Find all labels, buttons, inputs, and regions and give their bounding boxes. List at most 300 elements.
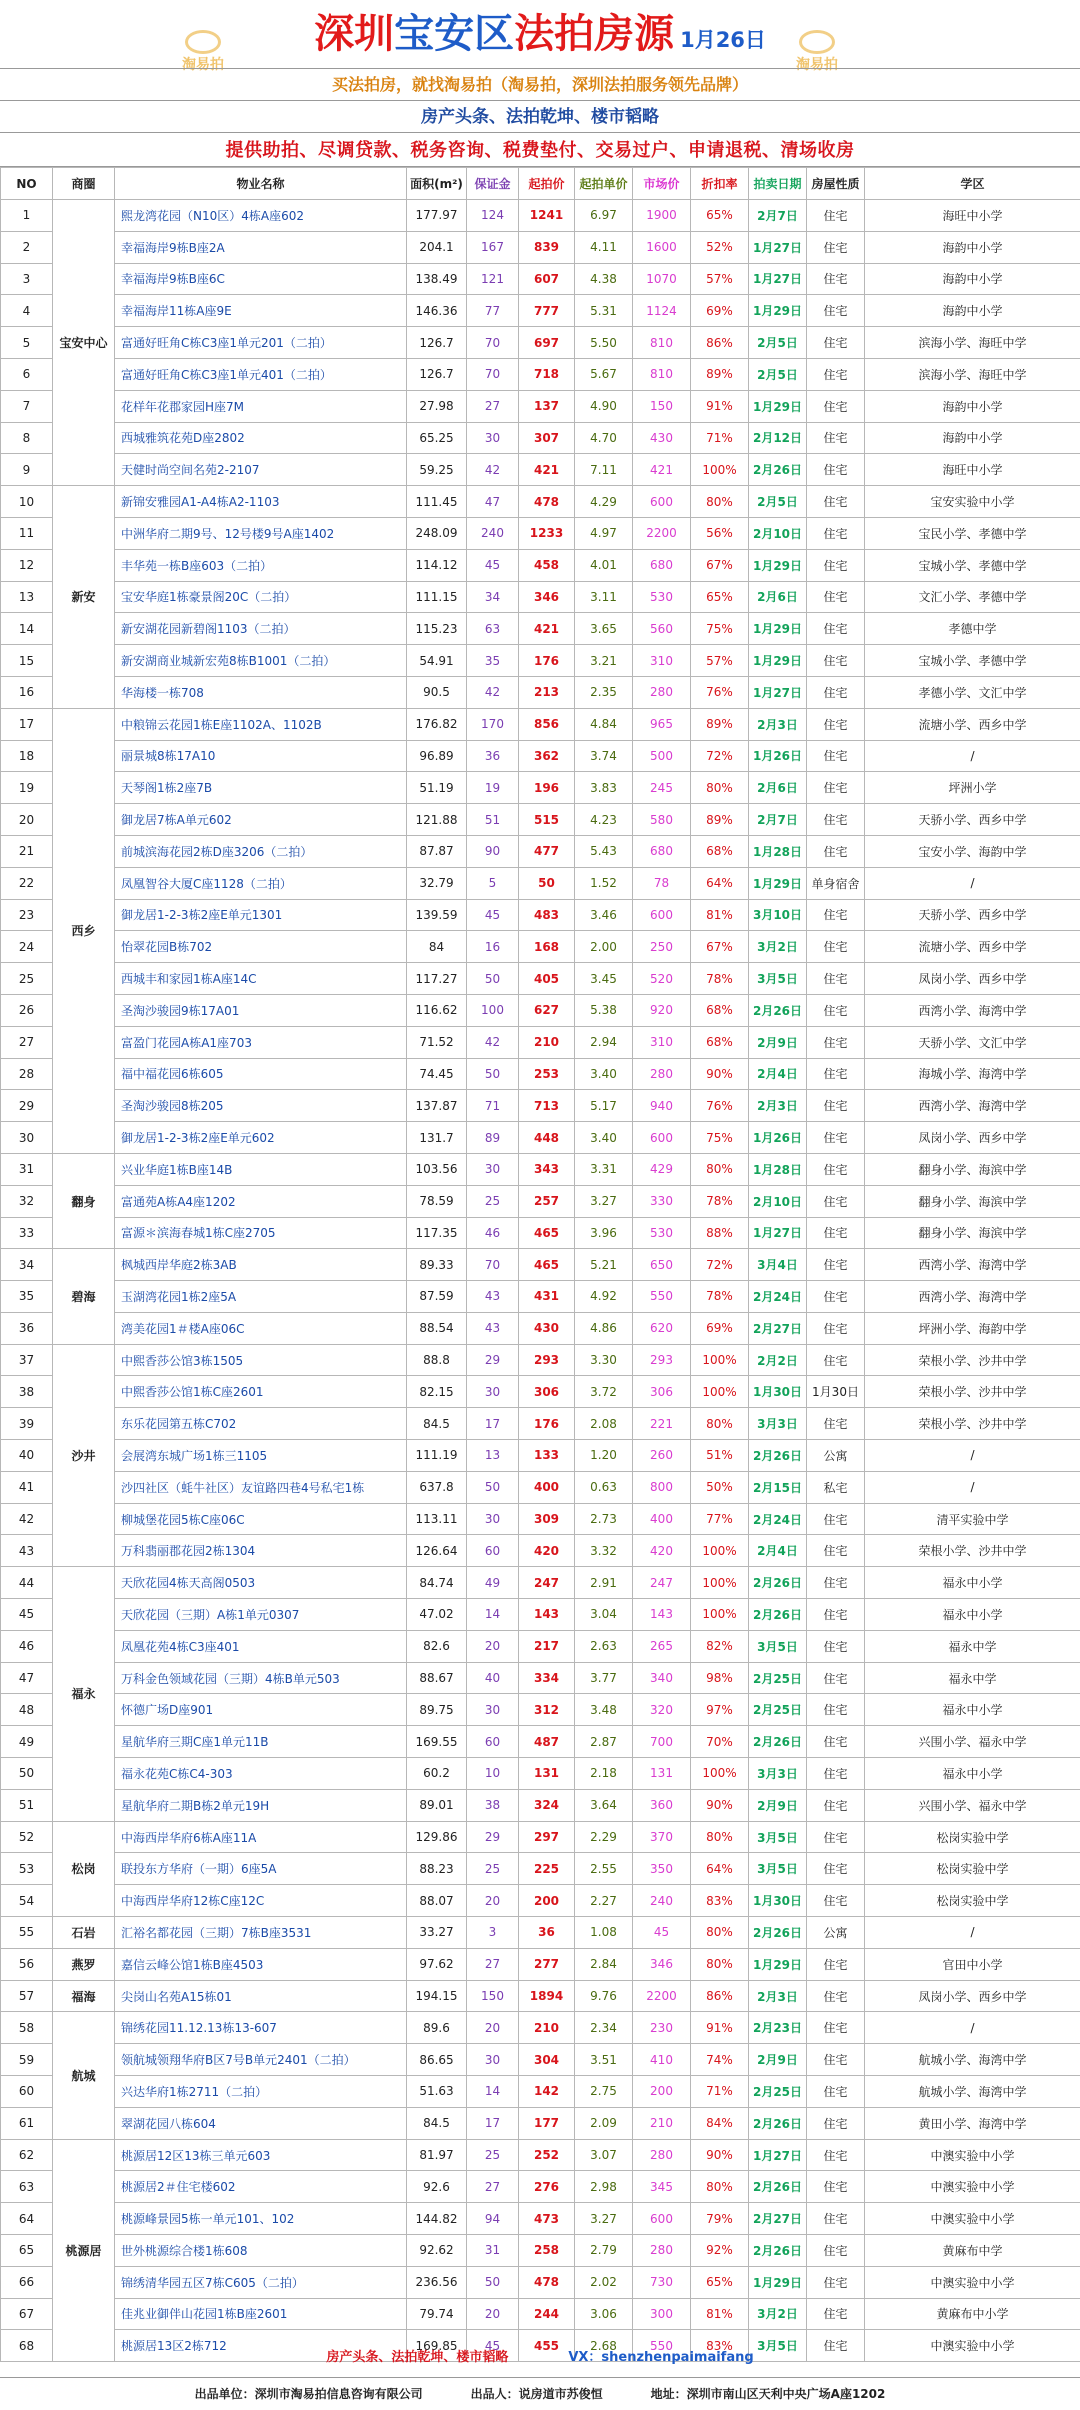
report-header <box>0 0 1080 167</box>
table-row <box>1 867 1080 899</box>
area-value: 92.62 <box>407 2235 467 2267</box>
table-row <box>1 2107 1080 2139</box>
school-district-value: 松岗实验中学 <box>865 1853 1080 1885</box>
deposit-value: 50 <box>467 963 519 995</box>
market-price-value: 306 <box>633 1376 691 1408</box>
unit-price-value: 3.48 <box>575 1694 633 1726</box>
unit-price-value: 5.38 <box>575 994 633 1026</box>
auction-date-value: 1月26日 <box>749 740 807 772</box>
row-number: 13 <box>1 581 53 613</box>
school-district-value: 海韵中小学 <box>865 263 1080 295</box>
deposit-value: 42 <box>467 454 519 486</box>
table-row <box>1 1408 1080 1440</box>
area-value: 90.5 <box>407 676 467 708</box>
house-type-value: 住宅 <box>807 1185 865 1217</box>
area-value: 169.55 <box>407 1726 467 1758</box>
deposit-value: 34 <box>467 581 519 613</box>
house-type-value: 公寓 <box>807 1440 865 1472</box>
property-name: 幸福海岸9栋B座6C <box>115 263 407 295</box>
unit-price-value: 2.63 <box>575 1630 633 1662</box>
property-name: 福永花苑C栋C4-303 <box>115 1758 407 1790</box>
market-price-value: 600 <box>633 899 691 931</box>
start-price-value: 477 <box>519 835 575 867</box>
property-name: 桃源居2＃住宅楼602 <box>115 2171 407 2203</box>
market-price-value: 560 <box>633 613 691 645</box>
discount-value: 57% <box>691 263 749 295</box>
house-type-value: 住宅 <box>807 1662 865 1694</box>
district-cell: 燕罗 <box>53 1948 115 1980</box>
row-number: 48 <box>1 1694 53 1726</box>
start-price-value: 306 <box>519 1376 575 1408</box>
property-name: 富通好旺角C栋C3座1单元401（二拍） <box>115 358 407 390</box>
market-price-value: 265 <box>633 1630 691 1662</box>
school-district-value: 中澳实验中小学 <box>865 2330 1080 2362</box>
property-name: 中海西岸华府6栋A座11A <box>115 1821 407 1853</box>
discount-value: 72% <box>691 740 749 772</box>
area-value: 126.7 <box>407 358 467 390</box>
footer-wechat: VX：shenzhenpaimaifang <box>568 2350 754 2365</box>
auction-date-value: 1月27日 <box>749 676 807 708</box>
property-name: 圣淘沙骏园8栋205 <box>115 1090 407 1122</box>
start-price-value: 465 <box>519 1249 575 1281</box>
auction-date-value: 2月26日 <box>749 1726 807 1758</box>
school-district-value: 福永中小学 <box>865 1758 1080 1790</box>
start-price-value: 304 <box>519 2044 575 2076</box>
deposit-value: 31 <box>467 2235 519 2267</box>
school-district-value: 松岗实验中学 <box>865 1821 1080 1853</box>
start-price-value: 177 <box>519 2107 575 2139</box>
discount-value: 92% <box>691 2235 749 2267</box>
area-value: 65.25 <box>407 422 467 454</box>
table-row <box>1 931 1080 963</box>
unit-price-value: 3.46 <box>575 899 633 931</box>
area-value: 194.15 <box>407 1980 467 2012</box>
area-value: 87.59 <box>407 1281 467 1313</box>
deposit-value: 50 <box>467 2266 519 2298</box>
table-row <box>1 1281 1080 1313</box>
start-price-value: 839 <box>519 231 575 263</box>
row-number: 45 <box>1 1599 53 1631</box>
property-name: 天健时尚空间名苑2-2107 <box>115 454 407 486</box>
start-price-value: 312 <box>519 1694 575 1726</box>
area-value: 176.82 <box>407 708 467 740</box>
row-number: 15 <box>1 645 53 677</box>
area-value: 81.97 <box>407 2139 467 2171</box>
market-price-value: 245 <box>633 772 691 804</box>
auction-date-value: 3月5日 <box>749 1630 807 1662</box>
discount-value: 90% <box>691 2139 749 2171</box>
market-price-value: 310 <box>633 1026 691 1058</box>
house-type-value: 住宅 <box>807 358 865 390</box>
row-number: 58 <box>1 2012 53 2044</box>
property-name: 中海西岸华府12栋C座12C <box>115 1885 407 1917</box>
area-value: 111.19 <box>407 1440 467 1472</box>
brand-logo-left: 淘易拍 <box>168 30 238 70</box>
discount-value: 68% <box>691 1026 749 1058</box>
row-number: 26 <box>1 994 53 1026</box>
table-row <box>1 486 1080 518</box>
discount-value: 83% <box>691 2330 749 2362</box>
discount-value: 82% <box>691 1630 749 1662</box>
title-city: 深圳 <box>314 11 395 57</box>
market-price-value: 1070 <box>633 263 691 295</box>
auction-date-value: 1月29日 <box>749 549 807 581</box>
table-row <box>1 581 1080 613</box>
area-value: 84.5 <box>407 2107 467 2139</box>
area-value: 79.74 <box>407 2298 467 2330</box>
unit-price-value: 4.29 <box>575 486 633 518</box>
discount-value: 97% <box>691 1694 749 1726</box>
unit-price-value: 4.86 <box>575 1312 633 1344</box>
house-type-value: 住宅 <box>807 295 865 327</box>
start-price-value: 515 <box>519 804 575 836</box>
auction-date-value: 1月29日 <box>749 1948 807 1980</box>
market-price-value: 550 <box>633 2330 691 2362</box>
property-name: 会展湾东城广场1栋三1105 <box>115 1440 407 1472</box>
auction-date-value: 2月3日 <box>749 1090 807 1122</box>
area-value: 144.82 <box>407 2203 467 2235</box>
school-district-value: 海韵中小学 <box>865 231 1080 263</box>
area-value: 139.59 <box>407 899 467 931</box>
discount-value: 80% <box>691 1153 749 1185</box>
school-district-value: 福永中学 <box>865 1662 1080 1694</box>
market-price-value: 429 <box>633 1153 691 1185</box>
market-price-value: 2200 <box>633 1980 691 2012</box>
deposit-value: 77 <box>467 295 519 327</box>
start-price-value: 487 <box>519 1726 575 1758</box>
col-district: 商圈 <box>53 168 115 200</box>
house-type-value: 住宅 <box>807 835 865 867</box>
row-number: 60 <box>1 2076 53 2108</box>
unit-price-value: 2.73 <box>575 1503 633 1535</box>
discount-value: 69% <box>691 295 749 327</box>
school-district-value: 荣根小学、沙井中学 <box>865 1344 1080 1376</box>
auction-date-value: 2月27日 <box>749 1312 807 1344</box>
discount-value: 72% <box>691 1249 749 1281</box>
market-price-value: 520 <box>633 963 691 995</box>
row-number: 6 <box>1 358 53 390</box>
start-price-value: 143 <box>519 1599 575 1631</box>
house-type-value: 住宅 <box>807 1217 865 1249</box>
auction-date-value: 1月30日 <box>749 1376 807 1408</box>
deposit-value: 25 <box>467 1185 519 1217</box>
market-price-value: 580 <box>633 804 691 836</box>
discount-value: 77% <box>691 1503 749 1535</box>
auction-date-value: 2月4日 <box>749 1058 807 1090</box>
unit-price-value: 2.08 <box>575 1408 633 1440</box>
area-value: 59.25 <box>407 454 467 486</box>
row-number: 27 <box>1 1026 53 1058</box>
row-number: 52 <box>1 1821 53 1853</box>
school-district-value: 海韵中小学 <box>865 295 1080 327</box>
auction-date-value: 2月26日 <box>749 1567 807 1599</box>
school-district-value: 清平实验中学 <box>865 1503 1080 1535</box>
market-price-value: 600 <box>633 486 691 518</box>
school-district-value: / <box>865 1917 1080 1949</box>
house-type-value: 单身宿舍 <box>807 867 865 899</box>
unit-price-value: 2.68 <box>575 2330 633 2362</box>
start-price-value: 213 <box>519 676 575 708</box>
area-value: 86.65 <box>407 2044 467 2076</box>
area-value: 117.27 <box>407 963 467 995</box>
property-name: 前城滨海花园2栋D座3206（二拍） <box>115 835 407 867</box>
school-district-value: 海旺中小学 <box>865 200 1080 232</box>
row-number: 36 <box>1 1312 53 1344</box>
discount-value: 98% <box>691 1662 749 1694</box>
deposit-value: 50 <box>467 1471 519 1503</box>
property-name: 圣淘沙骏园9栋17A01 <box>115 994 407 1026</box>
property-name: 华海楼一栋708 <box>115 676 407 708</box>
discount-value: 89% <box>691 708 749 740</box>
unit-price-value: 5.21 <box>575 1249 633 1281</box>
deposit-value: 90 <box>467 835 519 867</box>
auction-date-value: 2月15日 <box>749 1471 807 1503</box>
house-type-value: 住宅 <box>807 1153 865 1185</box>
discount-value: 86% <box>691 327 749 359</box>
auction-date-value: 2月24日 <box>749 1503 807 1535</box>
market-price-value: 370 <box>633 1821 691 1853</box>
start-price-value: 777 <box>519 295 575 327</box>
table-row <box>1 2044 1080 2076</box>
row-number: 24 <box>1 931 53 963</box>
row-number: 8 <box>1 422 53 454</box>
market-price-value: 680 <box>633 835 691 867</box>
start-price-value: 247 <box>519 1567 575 1599</box>
row-number: 23 <box>1 899 53 931</box>
school-district-value: 孝德小学、文汇中学 <box>865 676 1080 708</box>
market-price-value: 143 <box>633 1599 691 1631</box>
table-row <box>1 963 1080 995</box>
school-district-value: 天骄小学、西乡中学 <box>865 804 1080 836</box>
start-price-value: 131 <box>519 1758 575 1790</box>
discount-value: 80% <box>691 772 749 804</box>
slogan-brand: 房产头条、法拍乾坤、楼市韬略 <box>0 100 1080 132</box>
table-row <box>1 1853 1080 1885</box>
school-district-value: 荣根小学、沙井中学 <box>865 1376 1080 1408</box>
discount-value: 68% <box>691 994 749 1026</box>
start-price-value: 225 <box>519 1853 575 1885</box>
district-cell: 翻身 <box>53 1153 115 1248</box>
area-value: 116.62 <box>407 994 467 1026</box>
auction-date-value: 1月27日 <box>749 263 807 295</box>
district-cell: 福海 <box>53 1980 115 2012</box>
market-price-value: 965 <box>633 708 691 740</box>
unit-price-value: 4.84 <box>575 708 633 740</box>
house-type-value: 住宅 <box>807 517 865 549</box>
market-price-value: 293 <box>633 1344 691 1376</box>
unit-price-value: 2.18 <box>575 1758 633 1790</box>
row-number: 11 <box>1 517 53 549</box>
auction-date-value: 2月27日 <box>749 2203 807 2235</box>
deposit-value: 35 <box>467 645 519 677</box>
auction-date-value: 2月26日 <box>749 1917 807 1949</box>
start-price-value: 252 <box>519 2139 575 2171</box>
discount-value: 80% <box>691 1948 749 1980</box>
unit-price-value: 9.76 <box>575 1980 633 2012</box>
deposit-value: 20 <box>467 2012 519 2044</box>
unit-price-value: 3.11 <box>575 581 633 613</box>
deposit-value: 36 <box>467 740 519 772</box>
property-name: 花样年花郡家园H座7M <box>115 390 407 422</box>
unit-price-value: 3.06 <box>575 2298 633 2330</box>
discount-value: 78% <box>691 1185 749 1217</box>
auction-date-value: 2月2日 <box>749 1344 807 1376</box>
auction-date-value: 2月24日 <box>749 1281 807 1313</box>
area-value: 103.56 <box>407 1153 467 1185</box>
house-type-value: 住宅 <box>807 2330 865 2362</box>
title-date: 1月26日 <box>680 28 766 52</box>
start-price-value: 473 <box>519 2203 575 2235</box>
table-row <box>1 1567 1080 1599</box>
slogan-buy: 买法拍房，就找淘易拍（淘易拍，深圳法拍服务领先品牌） <box>0 68 1080 100</box>
start-price-value: 253 <box>519 1058 575 1090</box>
footer-address: 地址：深圳市南山区天利中央广场A座1202 <box>650 2387 886 2401</box>
start-price-value: 210 <box>519 2012 575 2044</box>
property-name: 翠湖花园八栋604 <box>115 2107 407 2139</box>
deposit-value: 30 <box>467 1153 519 1185</box>
table-row <box>1 740 1080 772</box>
discount-value: 56% <box>691 517 749 549</box>
property-name: 万科金色领域花园（三期）4栋B单元503 <box>115 1662 407 1694</box>
market-price-value: 730 <box>633 2266 691 2298</box>
district-cell: 石岩 <box>53 1917 115 1949</box>
discount-value: 89% <box>691 804 749 836</box>
market-price-value: 620 <box>633 1312 691 1344</box>
table-row <box>1 1821 1080 1853</box>
deposit-value: 42 <box>467 1026 519 1058</box>
start-price-value: 465 <box>519 1217 575 1249</box>
school-district-value: / <box>865 2012 1080 2044</box>
row-number: 35 <box>1 1281 53 1313</box>
start-price-value: 478 <box>519 486 575 518</box>
start-price-value: 1233 <box>519 517 575 549</box>
table-row <box>1 454 1080 486</box>
area-value: 126.7 <box>407 327 467 359</box>
row-number: 67 <box>1 2298 53 2330</box>
row-number: 33 <box>1 1217 53 1249</box>
discount-value: 65% <box>691 200 749 232</box>
market-price-value: 280 <box>633 676 691 708</box>
unit-price-value: 3.65 <box>575 613 633 645</box>
auction-date-value: 3月5日 <box>749 963 807 995</box>
market-price-value: 420 <box>633 1535 691 1567</box>
discount-value: 91% <box>691 2012 749 2044</box>
property-name: 汇裕名都花园（三期）7栋B座3531 <box>115 1917 407 1949</box>
area-value: 33.27 <box>407 1917 467 1949</box>
area-value: 88.8 <box>407 1344 467 1376</box>
deposit-value: 71 <box>467 1090 519 1122</box>
discount-value: 71% <box>691 422 749 454</box>
auction-date-value: 3月3日 <box>749 1758 807 1790</box>
area-value: 177.97 <box>407 200 467 232</box>
row-number: 14 <box>1 613 53 645</box>
start-price-value: 334 <box>519 1662 575 1694</box>
page-title <box>0 0 1080 68</box>
district-cell: 西乡 <box>53 708 115 1153</box>
market-price-value: 78 <box>633 867 691 899</box>
unit-price-value: 3.27 <box>575 1185 633 1217</box>
deposit-value: 10 <box>467 1758 519 1790</box>
property-name: 御龙居1-2-3栋2座E单元1301 <box>115 899 407 931</box>
discount-value: 80% <box>691 1821 749 1853</box>
school-district-value: 航城小学、海湾中学 <box>865 2076 1080 2108</box>
school-district-value: 海旺中小学 <box>865 454 1080 486</box>
market-price-value: 280 <box>633 2139 691 2171</box>
row-number: 54 <box>1 1885 53 1917</box>
property-name: 富通好旺角C栋C3座1单元201（二拍） <box>115 327 407 359</box>
school-district-value: 黄田小学、海湾中学 <box>865 2107 1080 2139</box>
logo-emblem-icon <box>799 30 835 54</box>
house-type-value: 住宅 <box>807 1535 865 1567</box>
auction-date-value: 2月5日 <box>749 358 807 390</box>
market-price-value: 550 <box>633 1281 691 1313</box>
start-price-value: 200 <box>519 1885 575 1917</box>
table-row <box>1 994 1080 1026</box>
area-value: 84.74 <box>407 1567 467 1599</box>
row-number: 38 <box>1 1376 53 1408</box>
row-number: 53 <box>1 1853 53 1885</box>
property-name: 枫城西岸华庭2栋3AB <box>115 1249 407 1281</box>
house-type-value: 住宅 <box>807 327 865 359</box>
deposit-value: 25 <box>467 2139 519 2171</box>
row-number: 32 <box>1 1185 53 1217</box>
house-type-value: 住宅 <box>807 1726 865 1758</box>
school-district-value: 海城小学、海湾中学 <box>865 1058 1080 1090</box>
property-name: 尖岗山名苑A15栋01 <box>115 1980 407 2012</box>
market-price-value: 600 <box>633 1122 691 1154</box>
deposit-value: 20 <box>467 1630 519 1662</box>
discount-value: 76% <box>691 1090 749 1122</box>
area-value: 169.85 <box>407 2330 467 2362</box>
unit-price-value: 3.32 <box>575 1535 633 1567</box>
discount-value: 100% <box>691 1344 749 1376</box>
start-price-value: 458 <box>519 549 575 581</box>
school-district-value: / <box>865 1440 1080 1472</box>
property-name: 兴达华府1栋2711（二拍） <box>115 2076 407 2108</box>
house-type-value: 住宅 <box>807 2044 865 2076</box>
house-type-value: 住宅 <box>807 454 865 486</box>
table-row <box>1 1694 1080 1726</box>
discount-value: 80% <box>691 2171 749 2203</box>
property-name: 中粮锦云花园1栋E座1102A、1102B <box>115 708 407 740</box>
table-row <box>1 2076 1080 2108</box>
house-type-value: 住宅 <box>807 2012 865 2044</box>
unit-price-value: 3.40 <box>575 1122 633 1154</box>
unit-price-value: 3.72 <box>575 1376 633 1408</box>
auction-date-value: 1月29日 <box>749 613 807 645</box>
table-row <box>1 1376 1080 1408</box>
school-district-value: 黄麻布中学 <box>865 2235 1080 2267</box>
discount-value: 88% <box>691 1217 749 1249</box>
auction-date-value: 2月10日 <box>749 1185 807 1217</box>
col-deposit: 保证金 <box>467 168 519 200</box>
school-district-value: 官田中小学 <box>865 1948 1080 1980</box>
table-row <box>1 835 1080 867</box>
discount-value: 81% <box>691 899 749 931</box>
house-type-value: 住宅 <box>807 1058 865 1090</box>
unit-price-value: 2.79 <box>575 2235 633 2267</box>
row-number: 51 <box>1 1789 53 1821</box>
start-price-value: 343 <box>519 1153 575 1185</box>
auction-date-value: 2月3日 <box>749 1980 807 2012</box>
district-cell: 松岗 <box>53 1821 115 1916</box>
school-district-value: 孝德中学 <box>865 613 1080 645</box>
discount-value: 80% <box>691 486 749 518</box>
unit-price-value: 4.38 <box>575 263 633 295</box>
school-district-value: 福永中小学 <box>865 1599 1080 1631</box>
unit-price-value: 2.91 <box>575 1567 633 1599</box>
house-type-value: 住宅 <box>807 263 865 295</box>
